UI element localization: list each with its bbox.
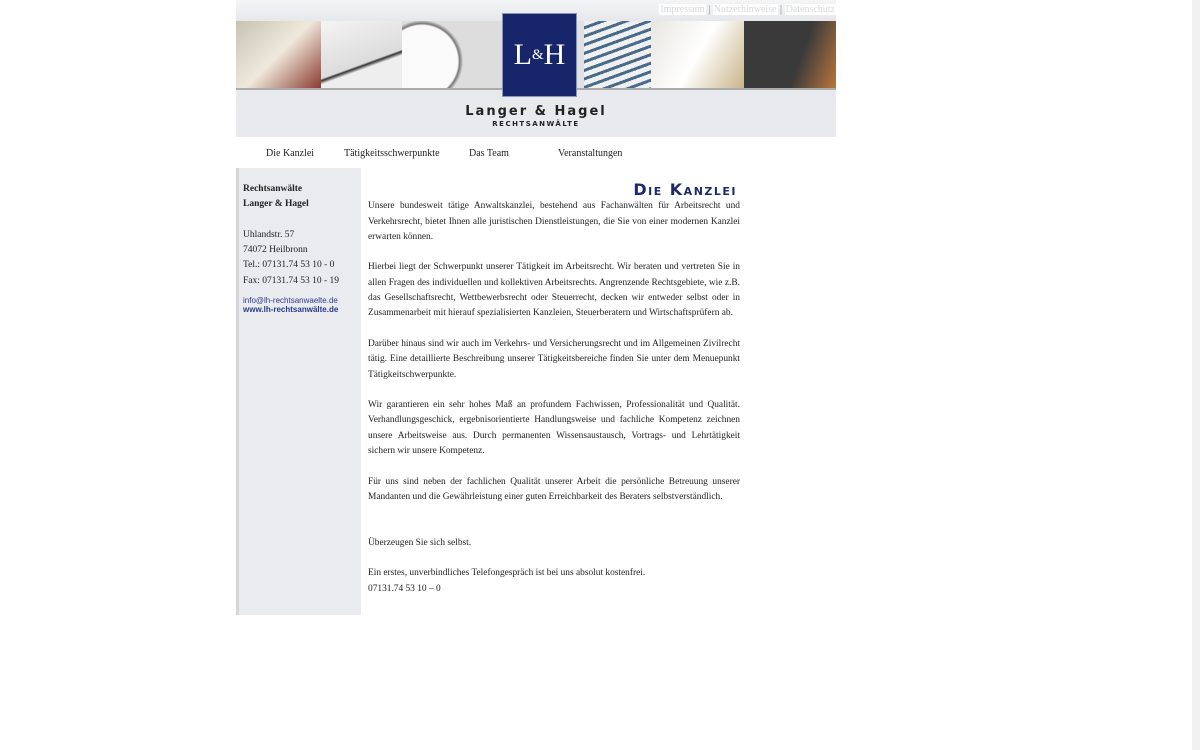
- fax: Fax: 07131.74 53 10 - 19: [243, 275, 340, 286]
- city: 74072 Heilbronn: [243, 245, 308, 256]
- nutzerhinweise-link[interactable]: Nutzerhinweise: [713, 4, 777, 15]
- brand-name: Langer & Hagel: [465, 104, 607, 119]
- main-content: [368, 168, 740, 597]
- page-container: [236, 0, 836, 594]
- main-nav: [236, 137, 836, 168]
- scrollbar[interactable]: [1192, 0, 1200, 750]
- nav-das-team[interactable]: Das Team: [469, 148, 509, 159]
- brand: [236, 104, 836, 128]
- phone-number: 07131.74 53 10 – 0: [368, 583, 441, 594]
- brand-subtitle: RECHTSANWÄLTE: [492, 120, 580, 128]
- nav-veranstaltungen[interactable]: Veranstaltungen: [558, 148, 623, 159]
- logo-h: H: [543, 38, 566, 71]
- logo[interactable]: [502, 13, 577, 97]
- firm-line-1: Rechtsanwälte: [243, 184, 303, 194]
- files-photo: [584, 21, 651, 88]
- phone: Tel.: 07131.74 53 10 - 0: [243, 260, 335, 271]
- closing-text: Überzeugen Sie sich selbst.: [368, 537, 472, 548]
- paragraph: Hierbei liegt der Schwerpunkt unserer Tätigkeit im Arbeitsrecht. Wir beraten und vertreten Sie in allen Fragen des individuellen und kollektiven Arbeitsrechts. Angrenzende Rechtsgebiete, wie z.B. das Gesellschaftsrecht, Wettbewerbsrecht oder Steuerrecht, decken wir entweder selbst oder in Zusammenarbeit mit hierauf spezialisierten Kanzleien, Steuerberatern und Wirtschaftsprüfern ab.: [368, 262, 740, 319]
- paragraph: Unsere bundesweit tätige Anwaltskanzlei, bestehend aus Fachanwälten für Arbeitsrecht und Verkehrsrecht, bietet Ihnen alle juristischen Dienstleistungen, die Sie von einer modernen Kanzlei erwarten können.: [368, 201, 740, 242]
- sidebar-contact: [236, 168, 361, 615]
- impressum-link[interactable]: Impressum: [660, 4, 705, 15]
- glasses-photo: [321, 21, 402, 88]
- email-link[interactable]: info@lh-rechtsanwaelte.de: [243, 296, 338, 306]
- book-photo: [236, 21, 321, 88]
- top-links: Impressum | Nutzerhinweise | Datenschutz: [660, 4, 835, 15]
- paragraph: Für uns sind neben der fachlichen Qualität unserer Arbeit die persönliche Betreuung unserer Mandanten und die Gewährleistung einer guten Erreichbarkeit des Beraters selbstverständlich.: [368, 476, 740, 502]
- firm-line-2: Langer & Hagel: [243, 199, 309, 210]
- logo-l: L: [513, 38, 532, 71]
- page-title: Die Kanzlei: [633, 180, 737, 199]
- street: Uhlandstr. 57: [243, 229, 295, 240]
- header: [236, 0, 836, 137]
- jacket-photo: [744, 21, 836, 88]
- datenschutz-link[interactable]: Datenschutz: [785, 4, 835, 15]
- paragraph: Wir garantieren ein sehr hohes Maß an profundem Fachwissen, Professionalität und Qualität. Verhandlungsgeschick, ergebnisorientierte Handlungsweise und fachliche Kompetenz zeichnen unsere Arbeitsweise aus. Durch permanenten Wissensaustausch, Vortrags- und Lehrtätigkeit sichern wir unsere Kompetenz.: [368, 400, 740, 457]
- paragraph: Darüber hinaus sind wir auch im Verkehrs- und Versicherungsrecht und im Allgemeinen Zivilrecht tätig. Eine detaillierte Beschreibung unserer Tätigkeitsbereiche finden Sie unter dem Menuepunkt Tätigkeitschwerpunkte.: [368, 338, 740, 380]
- clock-photo: [402, 21, 502, 88]
- nav-taetigkeitsschwerpunkte[interactable]: Tätigkeitsschwerpunkte: [344, 148, 440, 159]
- website-link[interactable]: www.lh-rechtsanwälte.de: [243, 305, 339, 315]
- offer-text: Ein erstes, unverbindliches Telefongespräch ist bei uns absolut kostenfrei.: [368, 568, 646, 579]
- nav-die-kanzlei[interactable]: Die Kanzlei: [266, 148, 315, 159]
- laptop-photo: [651, 21, 744, 88]
- logo-amp: &: [531, 46, 544, 63]
